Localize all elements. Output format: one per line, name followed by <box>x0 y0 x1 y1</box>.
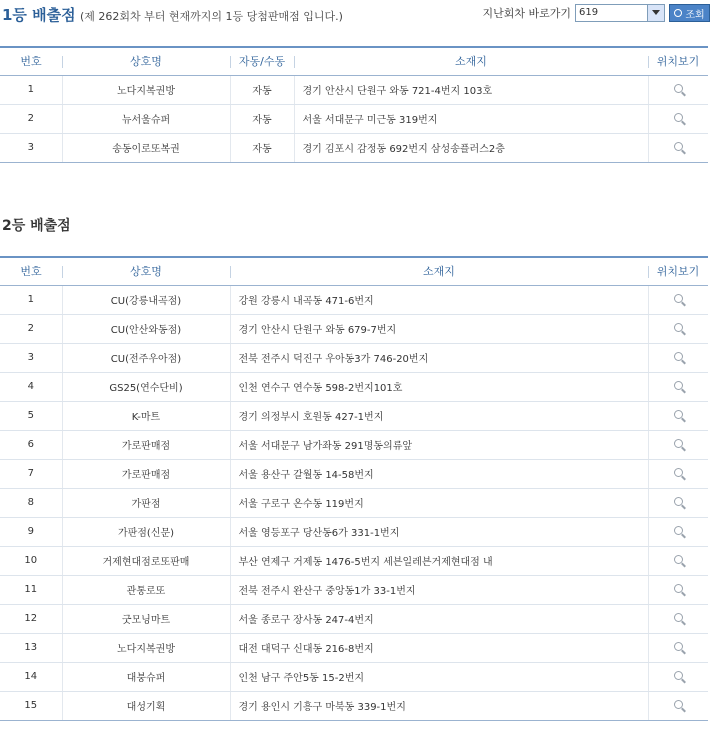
cell-number: 12 <box>0 604 62 633</box>
table-row <box>0 401 708 430</box>
magnifier-icon[interactable] <box>674 113 683 122</box>
round-select[interactable] <box>575 4 665 22</box>
table-row <box>0 430 708 459</box>
cell-address: 서울 영등포구 당산동6가 331-1번지 <box>230 517 648 546</box>
search-button[interactable] <box>669 4 710 22</box>
cell-address: 경기 용인시 기흥구 마북동 339-1번지 <box>230 691 648 720</box>
table-header-row <box>0 257 708 285</box>
col-header-address: 소재지 <box>230 257 648 285</box>
magnifier-icon[interactable] <box>674 642 683 651</box>
cell-address: 경기 안산시 단원구 와동 721-4번지 103호 <box>294 75 648 104</box>
col-header-address: 소재지 <box>294 47 648 75</box>
table-row <box>0 75 708 104</box>
cell-map <box>648 517 708 546</box>
table-row <box>0 517 708 546</box>
table-row <box>0 604 708 633</box>
magnifier-icon[interactable] <box>674 613 683 622</box>
cell-address: 경기 김포시 감정동 692번지 삼성송플러스2층 <box>294 133 648 162</box>
cell-name: 가로판매점 <box>62 430 230 459</box>
cell-address: 강원 강릉시 내곡동 471-6번지 <box>230 285 648 314</box>
cell-map <box>648 691 708 720</box>
cell-name: 가판점(신문) <box>62 517 230 546</box>
cell-number: 1 <box>0 285 62 314</box>
cell-address: 서울 구로구 온수동 119번지 <box>230 488 648 517</box>
col-header-type: 자동/수동 <box>230 47 294 75</box>
cell-map <box>648 488 708 517</box>
cell-number: 13 <box>0 633 62 662</box>
cell-name: GS25(연수단비) <box>62 372 230 401</box>
cell-name: 가로판매점 <box>62 459 230 488</box>
cell-name: 대붕슈퍼 <box>62 662 230 691</box>
cell-number: 3 <box>0 133 62 162</box>
magnifier-icon[interactable] <box>674 381 683 390</box>
cell-number: 14 <box>0 662 62 691</box>
search-icon <box>674 9 682 17</box>
table-row <box>0 104 708 133</box>
search-button-label: 조회 <box>685 9 705 21</box>
cell-map <box>648 75 708 104</box>
cell-number: 2 <box>0 104 62 133</box>
table-row <box>0 285 708 314</box>
cell-map <box>648 343 708 372</box>
magnifier-icon[interactable] <box>674 584 683 593</box>
cell-address: 대전 대덕구 신대동 216-8번지 <box>230 633 648 662</box>
col-header-number: 번호 <box>0 257 62 285</box>
table-row <box>0 546 708 575</box>
cell-map <box>648 401 708 430</box>
table-row <box>0 575 708 604</box>
magnifier-icon[interactable] <box>674 410 683 419</box>
cell-map <box>648 104 708 133</box>
magnifier-icon[interactable] <box>674 671 683 680</box>
table-row <box>0 691 708 720</box>
cell-map <box>648 546 708 575</box>
cell-number: 2 <box>0 314 62 343</box>
first-prize-header <box>0 0 720 30</box>
cell-map <box>648 314 708 343</box>
magnifier-icon[interactable] <box>674 323 683 332</box>
table-row <box>0 633 708 662</box>
col-header-map: 위치보기 <box>648 257 708 285</box>
cell-address: 서울 용산구 갈월동 14-58번지 <box>230 459 648 488</box>
cell-map <box>648 575 708 604</box>
table-row <box>0 488 708 517</box>
cell-type: 자동 <box>230 75 294 104</box>
cell-number: 8 <box>0 488 62 517</box>
cell-address: 경기 안산시 단원구 와동 679-7번지 <box>230 314 648 343</box>
cell-name: 가판점 <box>62 488 230 517</box>
cell-number: 5 <box>0 401 62 430</box>
round-jump <box>482 3 710 23</box>
table-row <box>0 372 708 401</box>
chevron-down-icon[interactable] <box>647 5 664 21</box>
table-header-row <box>0 47 708 75</box>
cell-name: 관통로또 <box>62 575 230 604</box>
second-prize-title: 2등 배출점 <box>2 218 71 234</box>
cell-address: 서울 종로구 장사동 247-4번지 <box>230 604 648 633</box>
cell-name: 거제현대점로또판매 <box>62 546 230 575</box>
table-row <box>0 459 708 488</box>
table-row <box>0 343 708 372</box>
round-select-value: 619 <box>579 7 599 18</box>
cell-address: 인천 남구 주안5동 15-2번지 <box>230 662 648 691</box>
cell-name: K-마트 <box>62 401 230 430</box>
first-prize-table <box>0 46 708 163</box>
first-prize-title: 1등 배출점 <box>2 6 76 24</box>
table-row <box>0 133 708 162</box>
cell-name: 뉴서울슈퍼 <box>62 104 230 133</box>
magnifier-icon[interactable] <box>674 439 683 448</box>
cell-type: 자동 <box>230 104 294 133</box>
cell-name: 송동이로또복권 <box>62 133 230 162</box>
cell-address: 인천 연수구 연수동 598-2번지101호 <box>230 372 648 401</box>
table-row <box>0 662 708 691</box>
cell-map <box>648 430 708 459</box>
cell-map <box>648 133 708 162</box>
cell-address: 부산 연제구 거제동 1476-5번지 세븐일레븐거제현대점 내 <box>230 546 648 575</box>
magnifier-icon[interactable] <box>674 700 683 709</box>
col-header-name: 상호명 <box>62 257 230 285</box>
cell-map <box>648 285 708 314</box>
cell-number: 11 <box>0 575 62 604</box>
cell-name: CU(전주우아점) <box>62 343 230 372</box>
magnifier-icon[interactable] <box>674 497 683 506</box>
cell-number: 7 <box>0 459 62 488</box>
cell-map <box>648 372 708 401</box>
cell-number: 4 <box>0 372 62 401</box>
magnifier-icon[interactable] <box>674 142 683 151</box>
cell-name: 노다지복권방 <box>62 633 230 662</box>
col-header-map: 위치보기 <box>648 47 708 75</box>
round-jump-label: 지난회차 바로가기 <box>482 7 571 20</box>
cell-map <box>648 604 708 633</box>
col-header-number: 번호 <box>0 47 62 75</box>
second-prize-table <box>0 256 708 721</box>
magnifier-icon[interactable] <box>674 84 683 93</box>
cell-type: 자동 <box>230 133 294 162</box>
cell-number: 10 <box>0 546 62 575</box>
magnifier-icon[interactable] <box>674 555 683 564</box>
cell-address: 전북 전주시 완산구 중앙동1가 33-1번지 <box>230 575 648 604</box>
cell-number: 1 <box>0 75 62 104</box>
table-row <box>0 314 708 343</box>
cell-name: 대성기획 <box>62 691 230 720</box>
cell-number: 3 <box>0 343 62 372</box>
col-header-name: 상호명 <box>62 47 230 75</box>
cell-number: 6 <box>0 430 62 459</box>
cell-map <box>648 633 708 662</box>
cell-address: 전북 전주시 덕진구 우아동3가 746-20번지 <box>230 343 648 372</box>
cell-map <box>648 459 708 488</box>
first-prize-subtitle: (제 262회차 부터 현재까지의 1등 당첨판매점 입니다.) <box>80 10 343 23</box>
magnifier-icon[interactable] <box>674 352 683 361</box>
cell-address: 서울 서대문구 미근동 319번지 <box>294 104 648 133</box>
magnifier-icon[interactable] <box>674 526 683 535</box>
cell-address: 서울 서대문구 남가좌동 291명동의류앞 <box>230 430 648 459</box>
cell-name: CU(안산와동점) <box>62 314 230 343</box>
cell-number: 15 <box>0 691 62 720</box>
cell-name: 노다지복권방 <box>62 75 230 104</box>
cell-number: 9 <box>0 517 62 546</box>
cell-name: 굿모닝마트 <box>62 604 230 633</box>
magnifier-icon[interactable] <box>674 294 683 303</box>
magnifier-icon[interactable] <box>674 468 683 477</box>
cell-name: CU(강릉내곡점) <box>62 285 230 314</box>
cell-map <box>648 662 708 691</box>
cell-address: 경기 의정부시 호원동 427-1번지 <box>230 401 648 430</box>
